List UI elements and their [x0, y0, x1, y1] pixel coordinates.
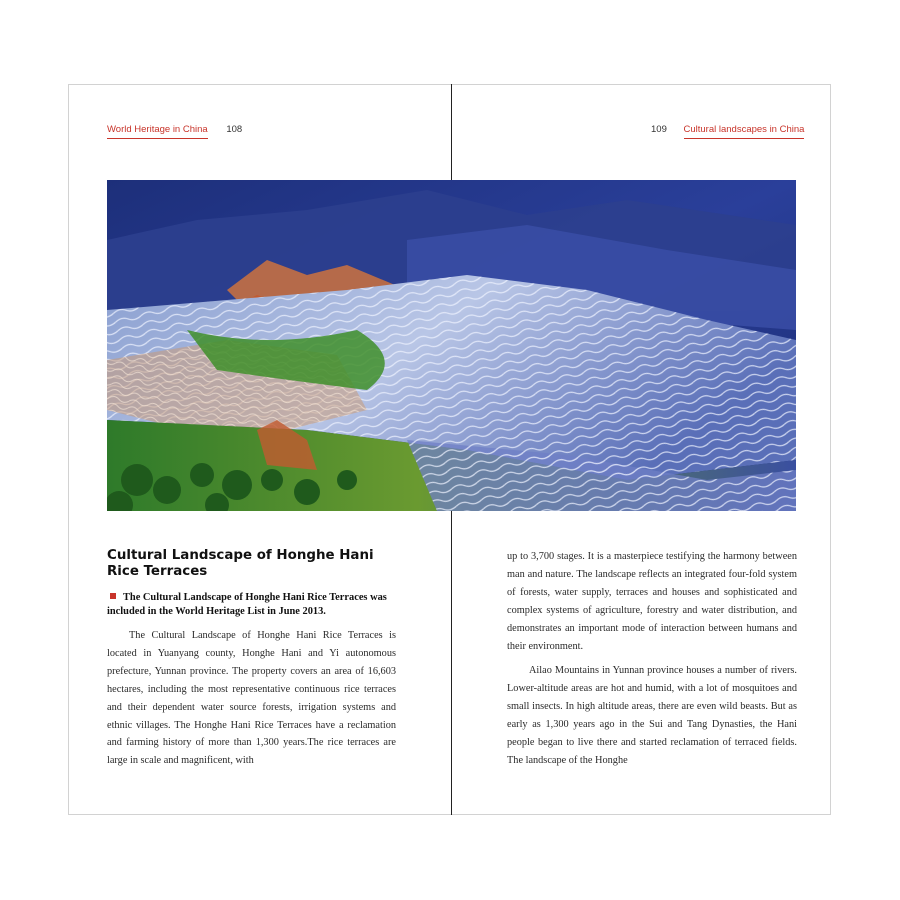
red-square-bullet-icon [110, 593, 116, 599]
rice-terraces-photo [107, 180, 796, 511]
right-page-number: 109 [651, 124, 667, 135]
article-heading: Cultural Landscape of Honghe Hani Rice Terraces [107, 548, 374, 579]
body-paragraph: The Cultural Landscape of Honghe Hani Rice Terraces is located in Yuanyang county, Honghe Hani and Yi autonomous prefecture, Yunnan province. The property covers an area of 16,603 hectares, including the most representative continuous rice terraces and their dependent water source forests, irrigation systems and ethnic villages. The Honghe Hani Rice Terraces have a reclamation and farming history of more than 1,300 years.The rice terraces are large in scale and magnificent, with [107, 630, 396, 767]
left-running-head [107, 124, 242, 142]
body-paragraph: up to 3,700 stages. It is a masterpiece testifying the harmony between man and nature. The landscape reflects an integrated four-fold system of forests, water supply, terraces and houses and sophisticated and complex systems of agriculture, forestry and water distribution, and demonstrates an important mode of interaction between humans and their environment. [507, 551, 797, 652]
left-body-column [107, 627, 396, 770]
right-running-head [651, 124, 804, 142]
body-paragraph: Ailao Mountains in Yunnan province houses a number of rivers. Lower-altitude areas are hot and humid, with a lot of mosquitoes and small insects. In high altitude areas, there are even wild beasts. But as early as 1,300 years ago in the Sui and Tang Dynasties, the Hani people began to live there and started reclamation of terraced fields. The landscape of the Honghe [507, 665, 797, 766]
left-running-head-title: World Heritage in China [107, 124, 208, 139]
right-running-head-title: Cultural landscapes in China [684, 124, 805, 139]
right-body-column [507, 548, 797, 770]
lead-text: The Cultural Landscape of Honghe Hani Rice Terraces was included in the World Heritage List in June 2013. [107, 592, 387, 617]
left-page-number: 108 [226, 124, 243, 135]
lead-paragraph [107, 591, 397, 619]
